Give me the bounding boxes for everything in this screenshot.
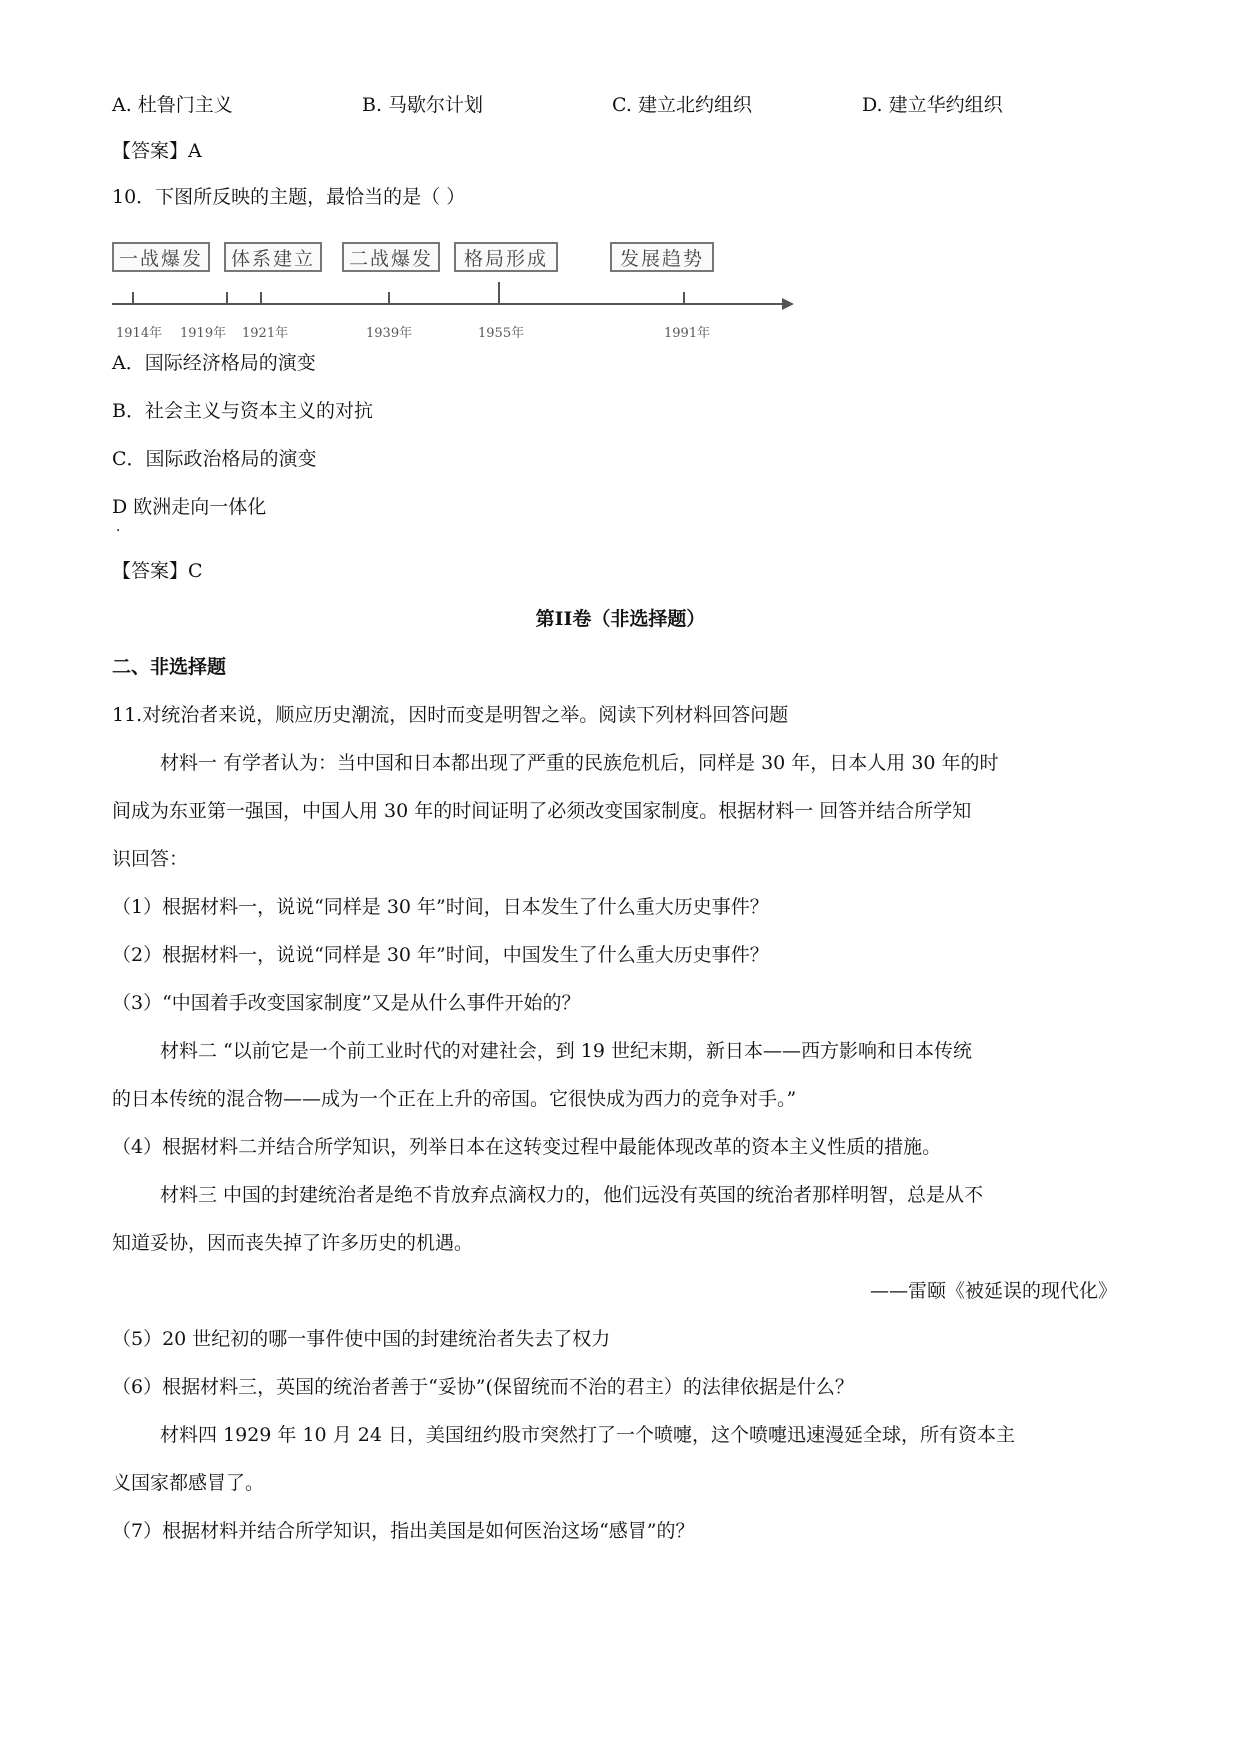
q9-option-b: B. 马歇尔计划 bbox=[362, 94, 484, 116]
material-three-line: 知道妥协，因而丧失掉了许多历史的机遇。 bbox=[112, 1232, 474, 1254]
material-one-line: 识回答： bbox=[112, 848, 189, 870]
sub-question-1: （1）根据材料一，说说“同样是 30 年”时间，日本发生了什么重大历史事件？ bbox=[112, 896, 769, 918]
q9-option-a: A. 杜鲁门主义 bbox=[112, 94, 233, 116]
timeline-tick bbox=[498, 282, 500, 305]
q10-option-c: C．国际政治格局的演变 bbox=[112, 448, 317, 470]
timeline-box: 二战爆发 bbox=[342, 242, 440, 272]
section-heading: 二、非选择题 bbox=[112, 656, 227, 678]
timeline-year: 1991年 bbox=[664, 326, 711, 341]
q9-option-d: D. 建立华约组织 bbox=[862, 94, 1003, 116]
material-two-line: 的日本传统的混合物——成为一个正在上升的帝国。它很快成为西力的竞争对手。” bbox=[112, 1088, 797, 1110]
sub-question-3: （3）“中国着手改变国家制度”又是从什么事件开始的？ bbox=[112, 992, 581, 1014]
timeline-year: 1919年 bbox=[180, 326, 227, 341]
q11-stem: 11.对统治者来说，顺应历史潮流，因时而变是明智之举。阅读下列材料回答问题 bbox=[112, 704, 789, 726]
q10-option-b: B．社会主义与资本主义的对抗 bbox=[112, 400, 373, 422]
timeline-year: 1914年 bbox=[116, 326, 163, 341]
timeline-tick bbox=[226, 292, 228, 305]
material-three-line: 材料三 中国的封建统治者是绝不肯放弃点滴权力的，他们远没有英国的统治者那样明智，总是从不 bbox=[160, 1184, 984, 1206]
q10-stem: 10．下图所反映的主题，最恰当的是（ ） bbox=[112, 186, 466, 208]
timeline-tick bbox=[260, 292, 262, 305]
section-title: 第II卷（非选择题） bbox=[535, 608, 706, 630]
q10-option-d: D 欧洲走向一体化 bbox=[112, 496, 267, 518]
timeline-box: 发展趋势 bbox=[610, 242, 714, 272]
q9-answer: 【答案】A bbox=[112, 140, 202, 162]
timeline-tick bbox=[132, 292, 134, 305]
material-one-line: 间成为东亚第一强国，中国人用 30 年的时间证明了必须改变国家制度。根据材料一 回答并结合所学知 bbox=[112, 800, 972, 822]
timeline-year: 1921年 bbox=[242, 326, 289, 341]
timeline-year: 1955年 bbox=[478, 326, 525, 341]
stray-dot: ． bbox=[116, 519, 130, 535]
timeline-year: 1939年 bbox=[366, 326, 413, 341]
sub-question-5: （5）20 世纪初的哪一事件使中国的封建统治者失去了权力 bbox=[112, 1328, 611, 1350]
timeline-box: 一战爆发 bbox=[112, 242, 210, 272]
timeline-tick bbox=[683, 292, 685, 305]
sub-question-4: （4）根据材料二并结合所学知识，列举日本在这转变过程中最能体现改革的资本主义性质的措施。 bbox=[112, 1136, 942, 1158]
timeline-box: 格局形成 bbox=[454, 242, 558, 272]
material-three-source: ——雷颐《被延误的现代化》 bbox=[869, 1280, 1117, 1302]
material-one-line: 材料一 有学者认为：当中国和日本都出现了严重的民族危机后，同样是 30 年，日本人用 30 年的时 bbox=[160, 752, 999, 774]
timeline-box: 体系建立 bbox=[224, 242, 322, 272]
sub-question-6: （6）根据材料三，英国的统治者善于“妥协”(保留统而不治的君主）的法律依据是什么？ bbox=[112, 1376, 854, 1398]
material-four-line: 义国家都感冒了。 bbox=[112, 1472, 265, 1494]
material-two-line: 材料二 “以前它是一个前工业时代的对建社会，到 19 世纪末期，新日本——西方影响和日本传统 bbox=[160, 1040, 973, 1062]
q10-answer: 【答案】C bbox=[112, 560, 203, 582]
arrow-right-icon bbox=[782, 298, 794, 310]
q9-option-c: C. 建立北约组织 bbox=[612, 94, 752, 116]
timeline-tick bbox=[388, 292, 390, 305]
timeline-figure bbox=[112, 238, 792, 343]
material-four-line: 材料四 1929 年 10 月 24 日，美国纽约股市突然打了一个喷嚏，这个喷嚏迅速漫延全球，所有资本主 bbox=[160, 1424, 1015, 1446]
sub-question-2: （2）根据材料一，说说“同样是 30 年”时间，中国发生了什么重大历史事件？ bbox=[112, 944, 769, 966]
sub-question-7: （7）根据材料并结合所学知识，指出美国是如何医治这场“感冒”的？ bbox=[112, 1520, 695, 1542]
q10-option-a: A．国际经济格局的演变 bbox=[112, 352, 316, 374]
